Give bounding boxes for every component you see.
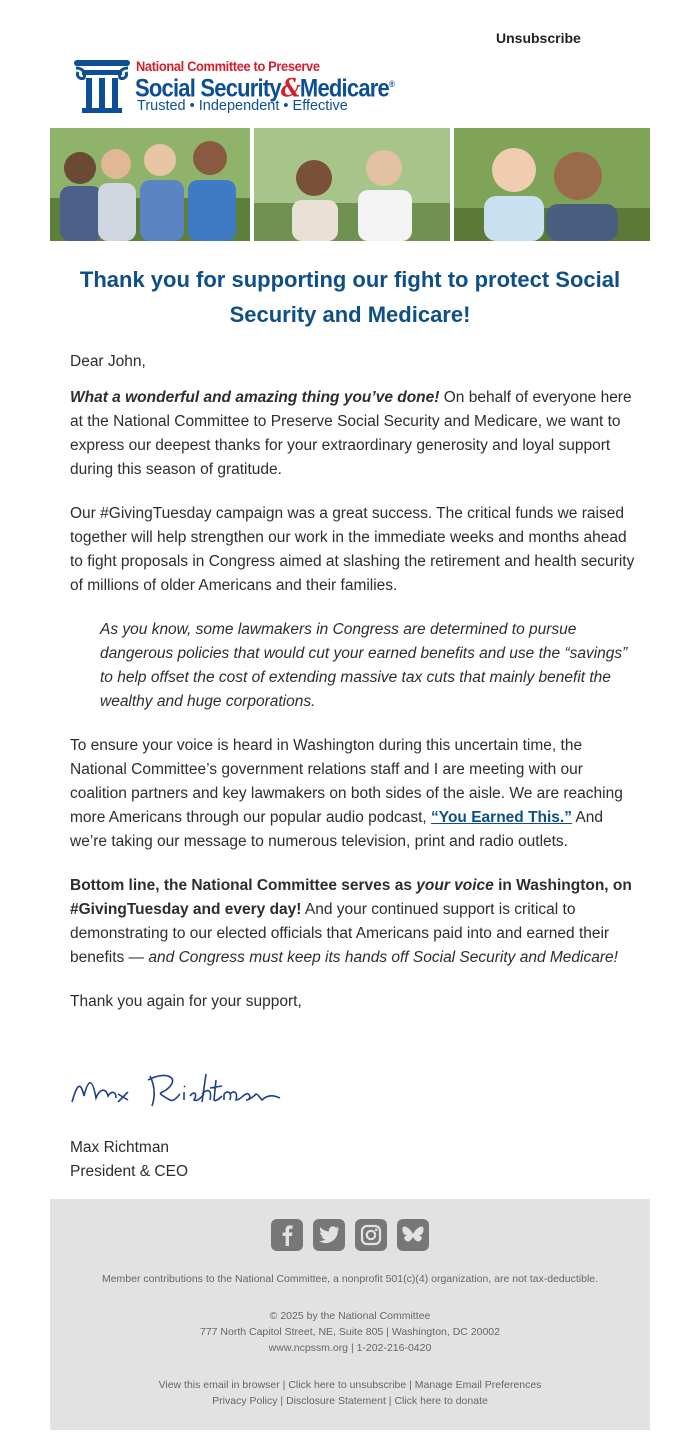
facebook-icon[interactable] [271,1219,303,1251]
paragraph-thanks: What a wonderful and amazing thing you’ve done! On behalf of everyone here at the National Committee to Preserve Social Security and Medicare, we want to express our deepest thanks for your extraordinary generosity and loyal support during this season of gratitude. [70,389,632,478]
page-title: Thank you for supporting our fight to protect Social Security and Medicare! [79,267,621,327]
unsubscribe-link[interactable]: Unsubscribe [496,30,581,46]
logo-org-line: National Committee to Preserve [136,58,320,74]
contact-line: www.ncpssm.org | 1-202-216-0420 [268,1342,432,1354]
website-link[interactable]: www.ncpssm.org [268,1342,349,1354]
logo-tagline: Trusted • Independent • Effective [137,98,348,114]
photo-group-2 [254,128,450,241]
social-links [270,1219,430,1251]
paragraph-podcast: To ensure your voice is heard in Washington during this uncertain time, the National Committee’s government relations staff and I are meeting with our coalition partners and key lawmakers on both sides of the aisle. We are reaching more Americans through our popular audio podcast, “You Earned This.” And we’re taking our message to numerous television, print and radio outlets. [70,737,623,850]
manage-preferences-link[interactable]: Manage Email Preferences [414,1379,542,1391]
phone-number: 1-202-216-0420 [356,1342,432,1354]
paragraph-campaign: Our #GivingTuesday campaign was a great success. The critical funds we raised together will help strengthen our work in the immediate weeks and months ahead to fight proposals in Congress aimed at slashing the retirement and health security of millions of older Americans and their families. [70,505,635,594]
letter-body [70,350,635,1034]
greeting: Dear John, [70,353,146,370]
signer-title: President & CEO [70,1163,189,1180]
footer-links-row-1: View this email in browser | Click here to unsubscribe | Manage Email Preferences [158,1379,542,1391]
footer-unsubscribe-link[interactable]: Click here to unsubscribe [288,1379,407,1391]
copyright: © 2025 by the National Committee [269,1310,431,1322]
logo-title: Social Security&Medicare® [135,73,395,103]
instagram-icon[interactable] [355,1219,387,1251]
closing: Thank you again for your support, [70,993,302,1010]
seniors-photo-banner [50,128,650,241]
footer-links-row-2: Privacy Policy | Disclosure Statement | Click here to donate [212,1395,488,1407]
privacy-policy-link[interactable]: Privacy Policy [212,1395,278,1407]
view-in-browser-link[interactable]: View this email in browser [158,1379,280,1391]
tax-disclaimer: Member contributions to the National Committee, a nonprofit 501(c)(4) organization, are not tax-deductible. [101,1273,599,1285]
paragraph-bottom-line: Bottom line, the National Committee serves as your voice in Washington, on #GivingTuesday and every day! And your continued support is critical to demonstrating to our elected officials that Americans paid into and earned their benefits — and Congress must keep its hands off Social Security and Medicare! [70,877,632,966]
disclosure-statement-link[interactable]: Disclosure Statement [286,1395,386,1407]
podcast-link[interactable]: “You Earned This.” [431,809,572,826]
bluesky-icon[interactable] [397,1219,429,1251]
logo[interactable] [72,58,432,118]
donate-link[interactable]: Click here to donate [394,1395,488,1407]
signature-image [70,1066,330,1116]
signer-block [70,1136,188,1184]
photo-group-1 [50,128,250,241]
signer-name: Max Richtman [70,1139,170,1156]
twitter-icon[interactable] [313,1219,345,1251]
footer [50,1199,650,1430]
photo-group-3 [454,128,650,241]
mailing-address: 777 North Capitol Street, NE, Suite 805 | Washington, DC 20002 [199,1326,500,1338]
quote-block: As you know, some lawmakers in Congress are determined to pursue dangerous policies that would cut your earned benefits and use the “savings” to help offset the cost of extending massive tax cuts that mainly benefit the wealthy and huge corporations. [100,621,628,710]
column-emblem-icon [72,58,132,114]
